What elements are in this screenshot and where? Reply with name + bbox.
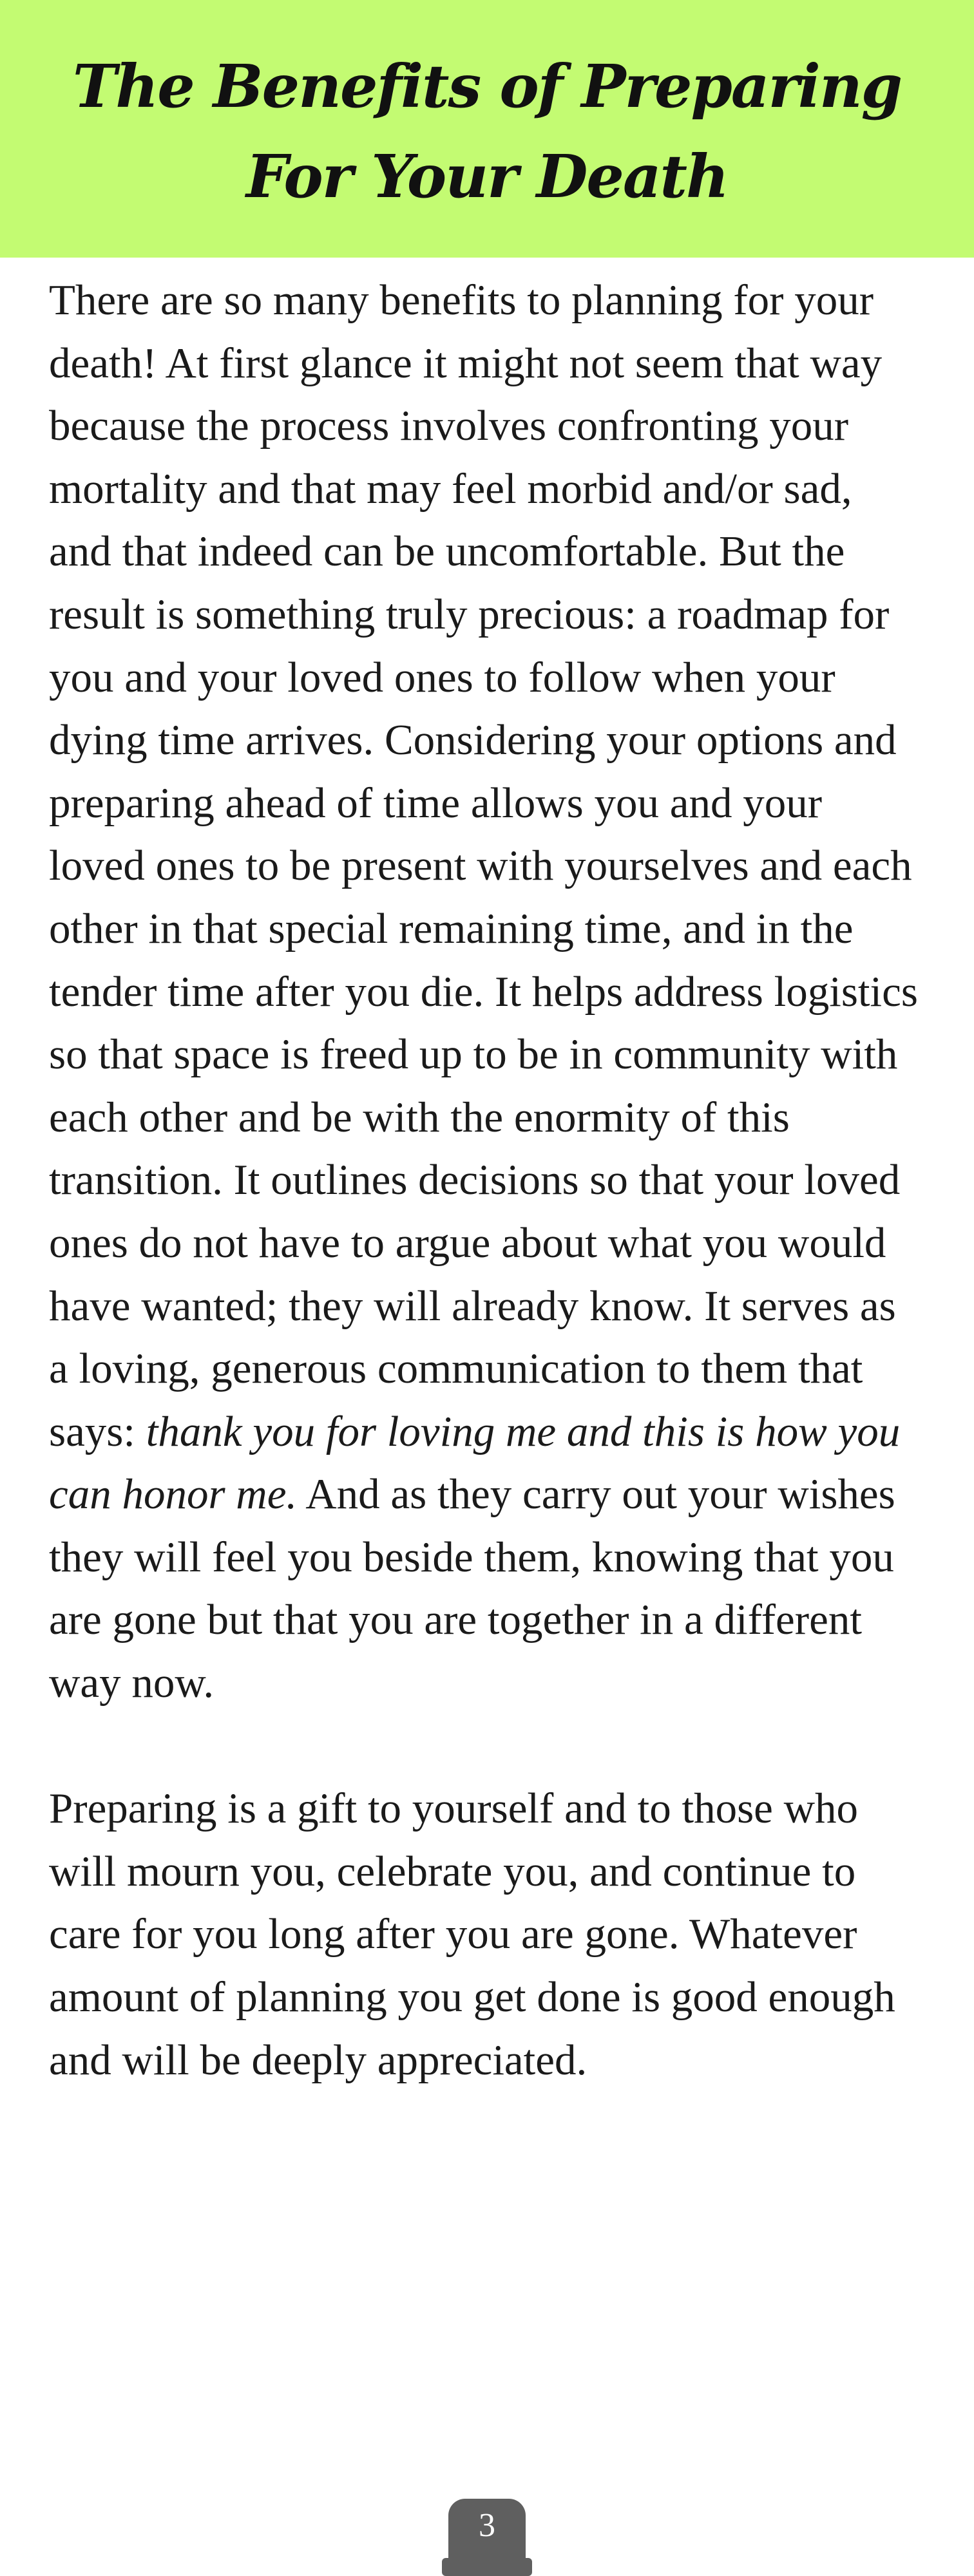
- paragraph-1-text: There are so many benefits to planning for your death! At first glance it might not seem that way because the process involves confronting your mortality and that may feel morbid and/or sad, and that indeed can be uncomfortable. But the result is something truly precious: a roadmap for you and your loved ones to follow when your dying time arrives. Considering your options and preparing ahead of time allows you and your loved ones to be present with yourselves and each other in that special remaining time, and in the tender time after you die. It helps address logistics so that space is freed up to be in community with each other and be with the enormity of this transition. It outlines decisions so that your loved ones do not have to argue about what you would have wanted; they will already know. It serves as a loving, generous communication to them that says:: [49, 276, 918, 1455]
- paragraph-1-text-end: And as they carry out your wishes they will feel you beside them, knowing that you are gone but that you are together in a different way now.: [49, 1470, 895, 1707]
- page-title-line-2: For Your Death: [246, 142, 728, 211]
- body-text: [49, 269, 925, 2092]
- page-title-line-1: The Benefits of Preparing: [72, 52, 902, 121]
- paragraph-1-italic-quote: thank you for loving me and this is how you can honor me.: [49, 1407, 901, 1519]
- page-number: 3: [479, 2507, 495, 2544]
- page-title: [0, 41, 974, 222]
- body-paragraph-2: Preparing is a gift to yourself and to those who will mourn you, celebrate you, and continue to care for you long after you are gone. Whatever amount of planning you get done is good enough and will be deeply appreciated.: [49, 1785, 895, 2084]
- page-number-badge: [442, 2499, 532, 2576]
- body-paragraph-1: [49, 269, 925, 1715]
